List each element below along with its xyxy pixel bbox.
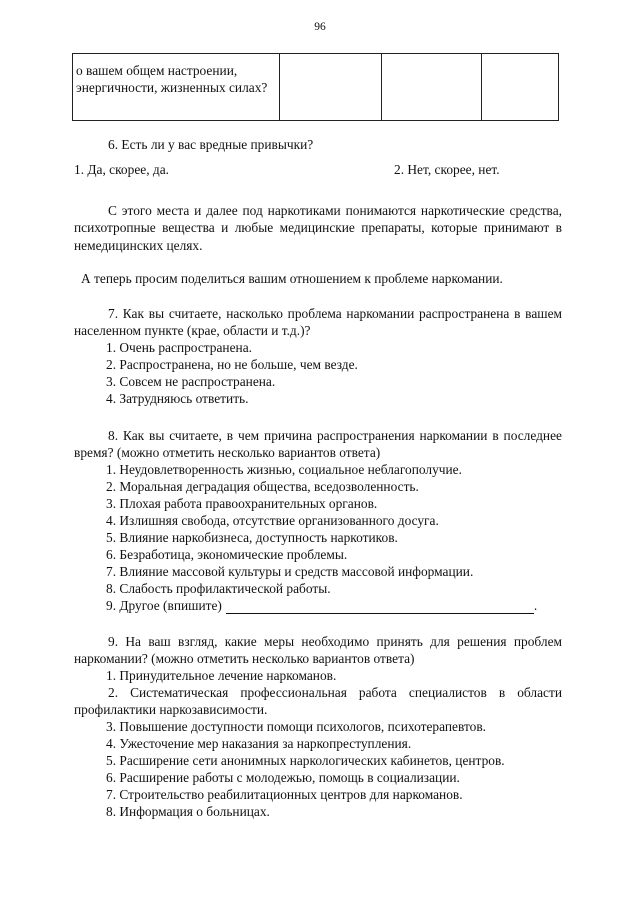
q9-option[interactable]: 3. Повышение доступности помощи психологов, психотерапевтов.: [106, 719, 486, 734]
table-row: [73, 54, 559, 121]
table-cell-answer: [382, 54, 482, 121]
rating-table-fragment: [72, 53, 559, 121]
page-number: 96: [314, 21, 326, 33]
q8-option[interactable]: 2. Моральная деградация общества, вседозволенность.: [106, 479, 419, 494]
table-cell-answer: [482, 54, 559, 121]
other-answer-end: .: [533, 598, 538, 613]
section-intro: А теперь просим поделиться вашим отношением к проблеме наркомании.: [81, 271, 503, 286]
q6-option-1[interactable]: 1. Да, скорее, да.: [74, 162, 170, 177]
q7-option[interactable]: 3. Совсем не распространена.: [106, 374, 276, 389]
q8-option[interactable]: 7. Влияние массовой культуры и средств массовой информации.: [106, 564, 474, 579]
table-cell-answer: [280, 54, 382, 121]
table-cell-label: [73, 54, 280, 121]
q8-option[interactable]: 4. Излишняя свобода, отсутствие организованного досуга.: [106, 513, 439, 528]
q8-option-other-label[interactable]: 9. Другое (впишите): [106, 598, 222, 613]
q7-option[interactable]: 4. Затрудняюсь ответить.: [106, 391, 249, 406]
q9-option[interactable]: 2. Систематическая профессиональная работа специалистов в области профилактики наркозависимости.: [74, 685, 562, 718]
q6-option-2[interactable]: 2. Нет, скорее, нет.: [394, 162, 500, 177]
q9-question: 9. На ваш взгляд, какие меры необходимо принять для решения проблем наркомании? (можно отметить несколько вариантов ответа): [74, 634, 562, 667]
q9-option[interactable]: 6. Расширение работы с молодежью, помощь в социализации.: [106, 770, 460, 785]
q8-option[interactable]: 8. Слабость профилактической работы.: [106, 581, 331, 596]
q9-option[interactable]: 1. Принудительное лечение наркоманов.: [106, 668, 337, 683]
other-answer-line[interactable]: [226, 600, 534, 614]
q6-question: 6. Есть ли у вас вредные привычки?: [108, 137, 314, 152]
definition-note: С этого места и далее под наркотиками понимаются наркотические средства, психотропные вещества и любые медицинские препараты, которые принимают в немедицинских целях.: [74, 203, 562, 253]
q8-option[interactable]: 5. Влияние наркобизнеса, доступность наркотиков.: [106, 530, 398, 545]
q9-option[interactable]: 7. Строительство реабилитационных центров для наркоманов.: [106, 787, 463, 802]
q7-option[interactable]: 1. Очень распространена.: [106, 340, 252, 355]
q8-option-other: [106, 597, 537, 614]
q9-option[interactable]: 5. Расширение сети анонимных наркологических кабинетов, центров.: [106, 753, 505, 768]
q7-option[interactable]: 2. Распространена, но не больше, чем везде.: [106, 357, 358, 372]
q8-option[interactable]: 6. Безработица, экономические проблемы.: [106, 547, 348, 562]
table-row-label: о вашем общем настроении, энергичности, жизненных силах?: [76, 63, 268, 96]
q8-question: 8. Как вы считаете, в чем причина распространения наркомании в последнее время? (можно отметить несколько вариантов ответа): [74, 428, 562, 461]
q8-option[interactable]: 1. Неудовлетворенность жизнью, социальное неблагополучие.: [106, 462, 462, 477]
q8-option[interactable]: 3. Плохая работа правоохранительных органов.: [106, 496, 378, 511]
q9-option[interactable]: 4. Ужесточение мер наказания за наркопреступления.: [106, 736, 412, 751]
q7-question: 7. Как вы считаете, насколько проблема наркомании распространена в вашем населенном пункте (крае, области и т.д.)?: [74, 306, 562, 339]
q9-option[interactable]: 8. Информация о больницах.: [106, 804, 270, 819]
